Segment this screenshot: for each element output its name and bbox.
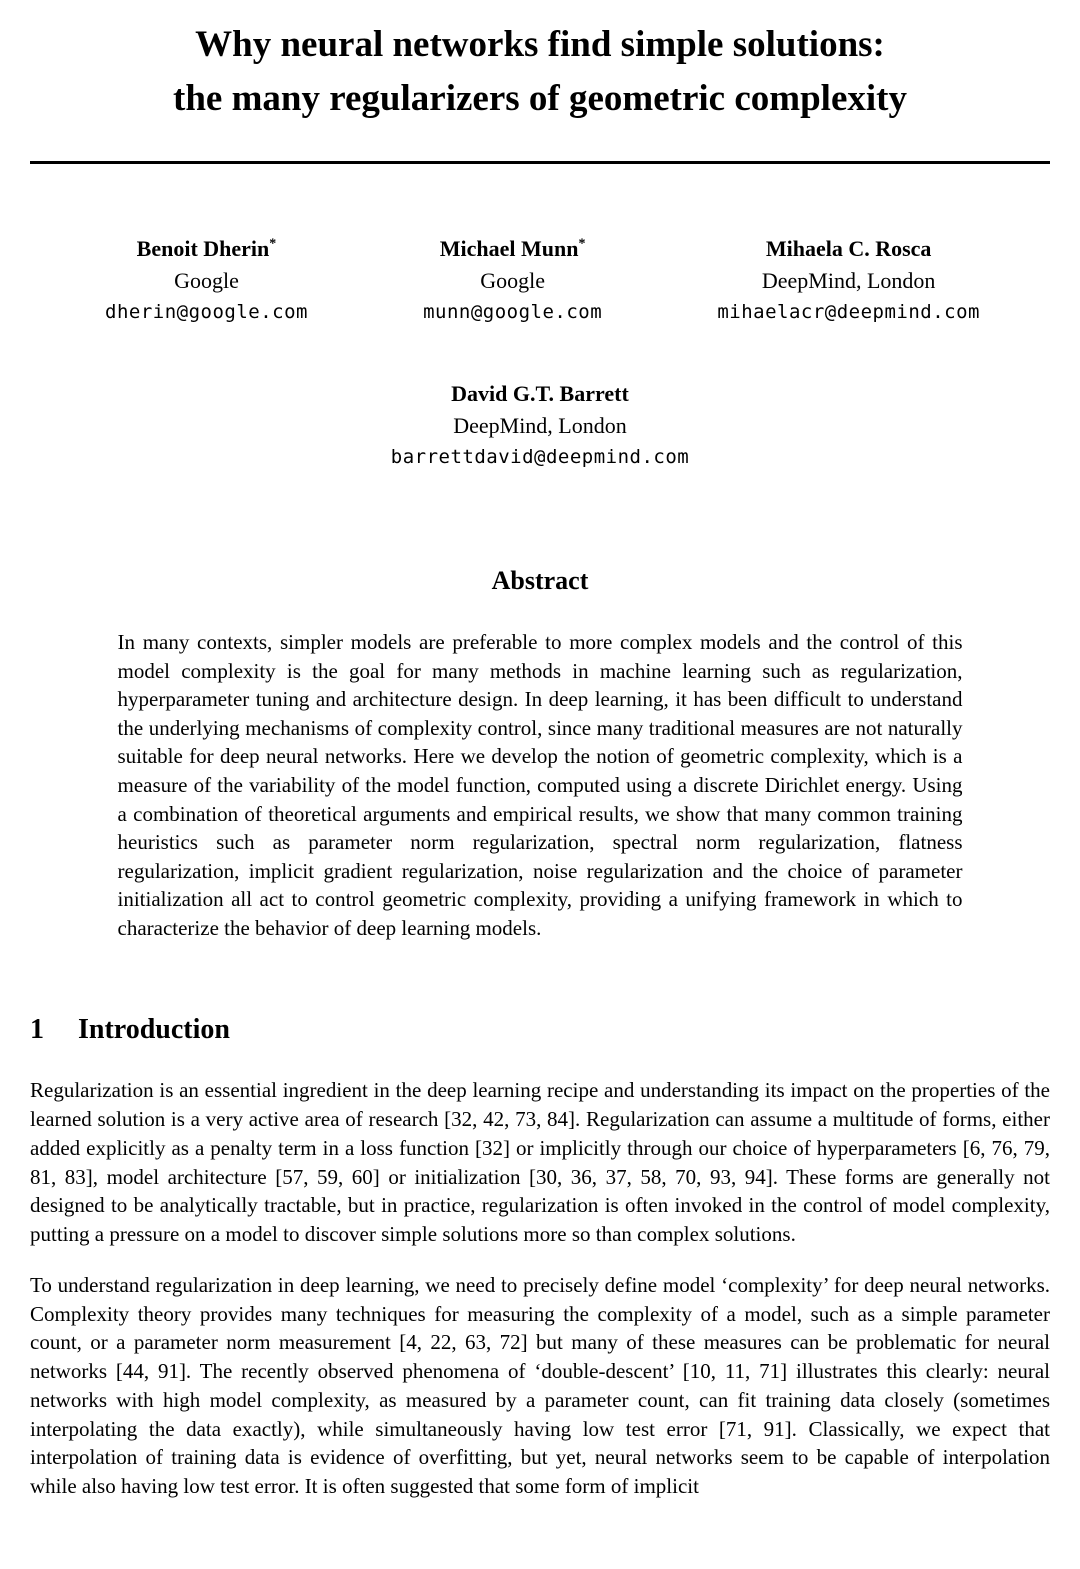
paper-title-line2: the many regularizers of geometric complexity <box>173 77 907 119</box>
abstract-text: In many contexts, simpler models are preferable to more complex models and the control of this model complexity is the goal for many methods in machine learning such as regularization, hyperparameter tuning and architecture design. In deep learning, it has been difficult to understand the underlying mechanisms of complexity control, since many traditional measures are not naturally suitable for deep neural networks. Here we develop the notion of geometric complexity, which is a measure of the variability of the model function, computed using a discrete Dirichlet energy. Using a combination of theoretical arguments and empirical results, we show that many common training heuristics such as parameter norm regularization, spectral norm regularization, flatness regularization, implicit gradient regularization, noise regularization and the choice of parameter initialization all act to control geometric complexity, providing a unifying framework in which to characterize the behavior of deep learning models. <box>117 630 963 940</box>
author-block <box>105 236 308 323</box>
author-name-text: David G.T. Barrett <box>451 381 629 407</box>
intro-paragraph-2: To understand regularization in deep learning, we need to precisely define model ‘complexity’ for deep neural networks. Complexity theory provides many techniques for measuring the complexity of a model, such as a simple parameter count, or a parameter norm measurement [4, 22, 63, 72] but many of these measures can be problematic for neural networks [44, 91]. The recently observed phenomena of ‘double-descent’ [10, 11, 71] illustrates this clearly: neural networks with high model complexity, as measured by a parameter count, can fit training data closely (sometimes interpolating the data exactly), while simultaneously having low test error [71, 91]. Classically, we expect that interpolation of training data is evidence of overfitting, but yet, neural networks seem to be capable of interpolation while also having low test error. It is often suggested that some form of implicit <box>30 1272 1050 1499</box>
author-name <box>423 236 602 262</box>
author-email: dherin@google.com <box>105 301 308 324</box>
authors-row <box>30 236 1050 323</box>
author-name-text: Mihaela C. Rosca <box>765 236 932 262</box>
author-footnote-mark: * <box>578 236 586 252</box>
author-block <box>391 381 689 468</box>
paper-title <box>70 18 1010 125</box>
author-footnote-mark: * <box>269 236 277 252</box>
author-block <box>423 236 602 323</box>
author-name-text: Michael Munn <box>439 236 579 262</box>
author-affiliation: Google <box>174 268 239 294</box>
author-name <box>105 236 308 262</box>
section-title: Introduction <box>78 1014 230 1046</box>
author-affiliation: Google <box>480 268 546 294</box>
author-name <box>717 236 980 262</box>
author-block <box>717 236 980 323</box>
author-email: mihaelacr@deepmind.com <box>717 301 980 324</box>
abstract-heading: Abstract <box>491 566 589 596</box>
author-email: barrettdavid@deepmind.com <box>390 446 690 469</box>
author-affiliation: DeepMind, London <box>761 268 936 294</box>
section-number: 1 <box>30 1014 44 1046</box>
paper-title-line1: Why neural networks find simple solutions: <box>195 24 885 65</box>
section-heading <box>30 1014 1050 1046</box>
authors-row-2 <box>30 381 1050 468</box>
author-name-text: Benoit Dherin <box>136 236 270 262</box>
author-affiliation: DeepMind, London <box>453 413 627 439</box>
author-name <box>391 381 689 407</box>
author-email: munn@google.com <box>423 301 603 324</box>
intro-paragraph-1: Regularization is an essential ingredient in the deep learning recipe and understanding its impact on the properties of the learned solution is a very active area of research [32, 42, 73, 84]. Regularization can assume a multitude of forms, either added explicitly as a penalty term in a loss function [32] or implicitly through our choice of hyperparameters [6, 76, 79, 81, 83], model architecture [57, 59, 60] or initialization [30, 36, 37, 58, 70, 93, 94]. These forms are generally not designed to be analytically tractable, but in practice, regularization is often invoked in the control of model complexity, putting a pressure on a model to discover simple solutions more so than complex solutions. <box>30 1078 1050 1247</box>
title-rule <box>30 161 1050 164</box>
